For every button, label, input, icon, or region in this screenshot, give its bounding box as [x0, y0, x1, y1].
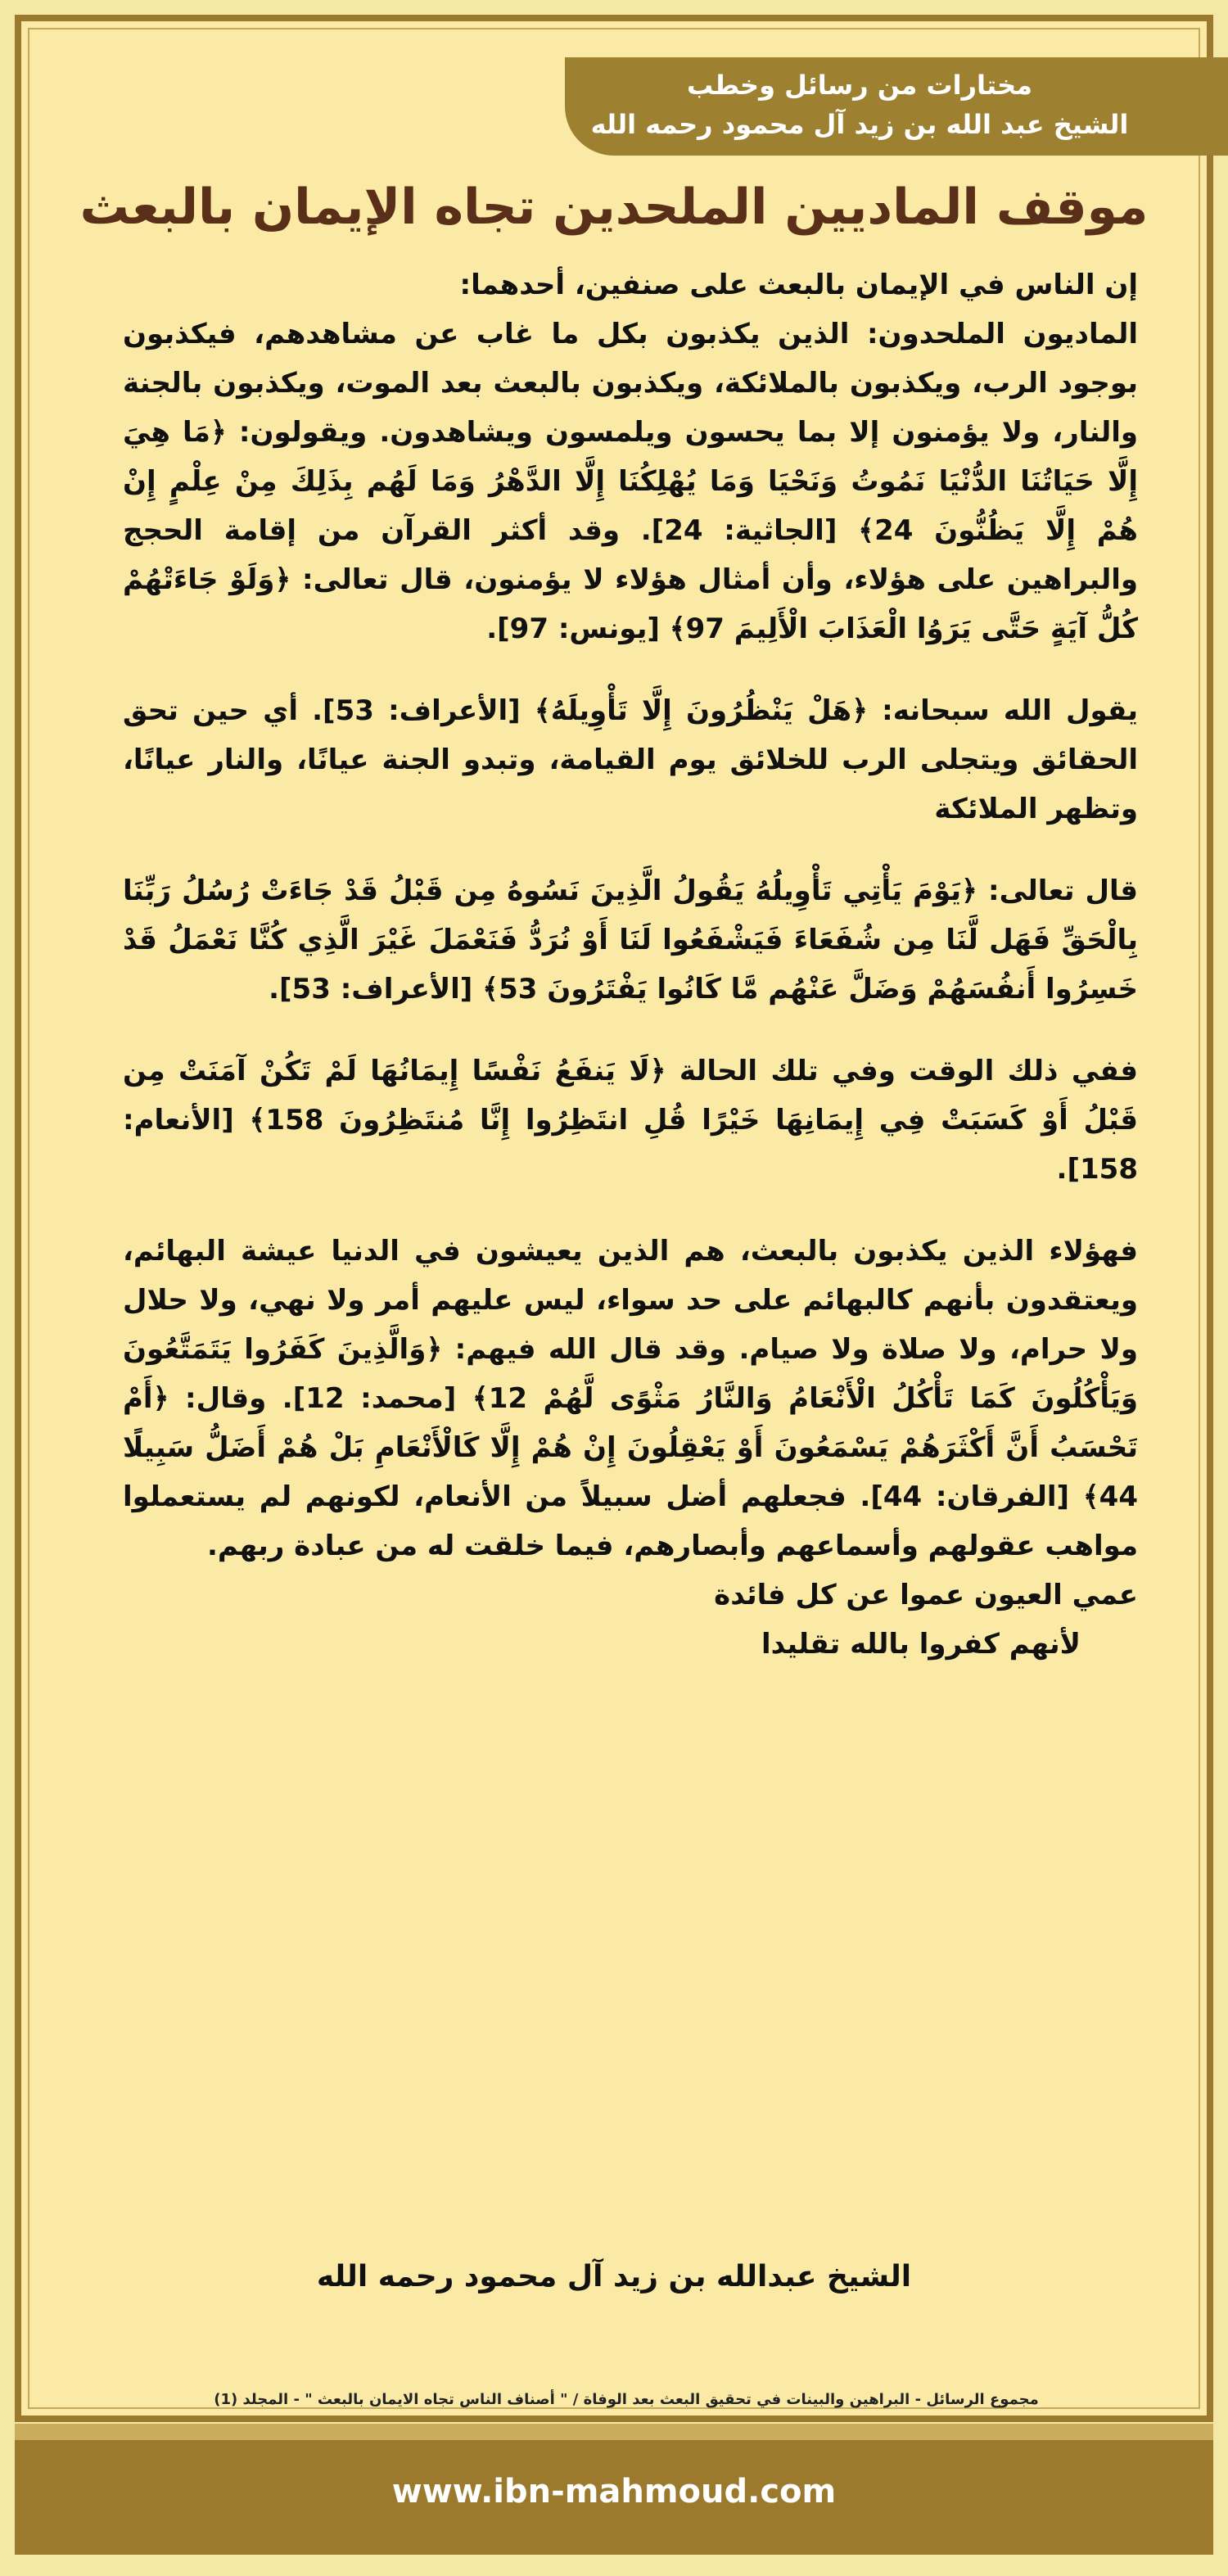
- footer: [15, 2440, 1213, 2555]
- poem: [123, 1570, 1138, 1669]
- poem-line-1: عمي العيون عموا عن كل فائدة: [714, 1579, 1138, 1611]
- paragraph: ففي ذلك الوقت وفي تلك الحالة ﴿لَا يَنفَعُ نَفْسًا إِيمَانُهَا لَمْ تَكُنْ آمَنَتْ مِن قَبْلُ أَوْ كَسَبَتْ فِي إِيمَانِهَا خَيْرًا قُلِ انتَظِرُوا إِنَّا مُنتَظِرُونَ 158﴾ [الأنعام: 158].: [123, 1055, 1138, 1186]
- header: [549, 66, 1171, 144]
- source-citation: مجموع الرسائل - البراهين والبينات في تحقيق البعث بعد الوفاة / " أصناف الناس تجاه الايمان بالبعث " - المجلد (1): [214, 2391, 1039, 2408]
- article-body: [123, 260, 1138, 1669]
- signature: الشيخ عبدالله بن زيد آل محمود رحمه الله: [316, 2260, 912, 2294]
- paragraph: الماديون الملحدون: الذين يكذبون بكل ما غاب عن مشاهدهم، فيكذبون بوجود الرب، ويكذبون بالملائكة، ويكذبون بالبعث بعد الموت، ويكذبون بالجنة والنار، ولا يؤمنون إلا بما يحسون ويلمسون ويشاهدون. ويقولون: ﴿مَا هِيَ إِلَّا حَيَاتُنَا الدُّنْيَا نَمُوتُ وَنَحْيَا وَمَا يُهْلِكُنَا إِلَّا الدَّهْرُ وَمَا لَهُم بِذَلِكَ مِنْ عِلْمٍ إِنْ هُمْ إِلَّا يَظُنُّونَ 24﴾ [الجاثية: 24]. وقد أكثر القرآن من إقامة الحجج والبراهين على هؤلاء، وأن أمثال هؤلاء لا يؤمنون، قال تعالى: ﴿وَلَوْ جَاءَتْهُمْ كُلُّ آيَةٍ حَتَّى يَرَوُا الْعَذَابَ الْأَلِيمَ 97﴾ [يونس: 97].: [123, 318, 1138, 645]
- poem-line-2: لأنهم كفروا بالله تقليدا: [761, 1628, 1081, 1661]
- paragraph: قال تعالى: ﴿يَوْمَ يَأْتِي تَأْوِيلُهُ يَقُولُ الَّذِينَ نَسُوهُ مِن قَبْلُ قَدْ جَاءَتْ رُسُلُ رَبِّنَا بِالْحَقِّ فَهَل لَّنَا مِن شُفَعَاءَ فَيَشْفَعُوا لَنَا أَوْ نُرَدُّ فَنَعْمَلَ غَيْرَ الَّذِي كُنَّا نَعْمَلُ قَدْ خَسِرُوا أَنفُسَهُمْ وَضَلَّ عَنْهُم مَّا كَانُوا يَفْتَرُونَ 53﴾ [الأعراف: 53].: [123, 874, 1138, 1006]
- paragraph: فهؤلاء الذين يكذبون بالبعث، هم الذين يعيشون في الدنيا عيشة البهائم، ويعتقدون بأنهم كالبهائم على حد سواء، ليس عليهم أمر ولا نهي، ولا حلال ولا حرام، ولا صلاة ولا صيام. وقد قال الله فيهم: ﴿وَالَّذِينَ كَفَرُوا يَتَمَتَّعُونَ وَيَأْكُلُونَ كَمَا تَأْكُلُ الْأَنْعَامُ وَالنَّارُ مَثْوًى لَّهُمْ 12﴾ [محمد: 12]. وقال: ﴿أَمْ تَحْسَبُ أَنَّ أَكْثَرَهُمْ يَسْمَعُونَ أَوْ يَعْقِلُونَ إِنْ هُمْ إِلَّا كَالْأَنْعَامِ بَلْ هُمْ أَضَلُّ سَبِيلًا 44﴾ [الفرقان: 44]. فجعلهم أضل سبيلاً من الأنعام، لكونهم لم يستعملوا مواهب عقولهم وأسماعهم وأبصارهم، فيما خلقت له من عبادة ربهم.: [123, 1235, 1138, 1562]
- footer-strip: [15, 2424, 1213, 2440]
- article-title: موقف الماديين الملحدين تجاه الإيمان بالبعث: [79, 179, 1149, 236]
- header-line-1: مختارات من رسائل وخطب: [686, 70, 1032, 101]
- paragraph: يقول الله سبحانه: ﴿هَلْ يَنْظُرُونَ إِلَّا تَأْوِيلَهُ﴾ [الأعراف: 53]. أي حين تحق الحقائق ويتجلى الرب للخلائق يوم القيامة، وتبدو الجنة عيانًا، والنار عيانًا، وتظهر الملائكة: [123, 694, 1138, 825]
- paragraph-intro: إن الناس في الإيمان بالبعث على صنفين، أحدهما:: [459, 269, 1138, 301]
- website-link[interactable]: www.ibn-mahmoud.com: [391, 2473, 837, 2510]
- header-line-2: الشيخ عبد الله بن زيد آل محمود رحمه الله: [590, 109, 1129, 140]
